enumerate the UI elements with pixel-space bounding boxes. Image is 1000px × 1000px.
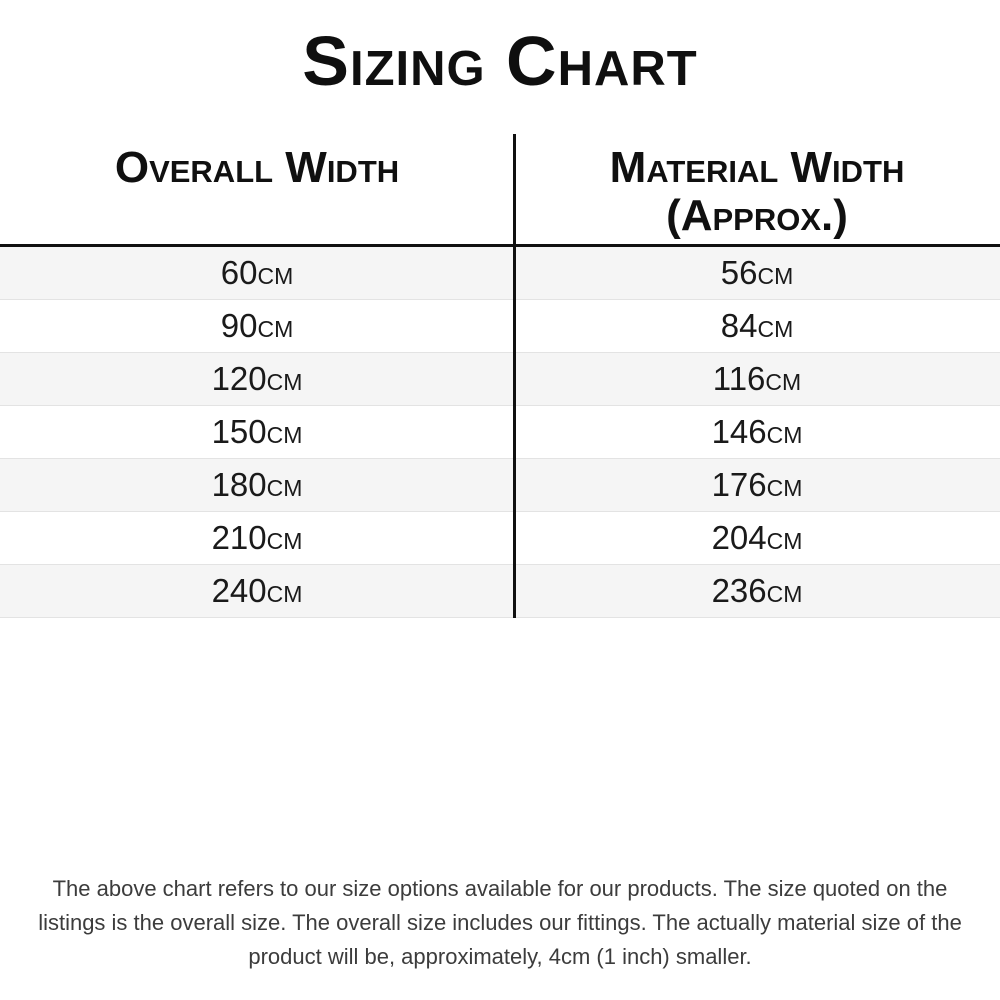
cell-material-width: 56cm [720, 254, 794, 291]
table-row [0, 406, 1000, 459]
cell-overall-width: 180cm [211, 466, 303, 503]
footnote-text: The above chart refers to our size options available for our products. The size quoted on the listings is the overall size. The overall size includes our fittings. The actually material size of the product will be, approximately, 4cm (1 inch) smaller. [38, 876, 962, 969]
sizing-table [0, 134, 1000, 618]
table-row [0, 353, 1000, 406]
cell-overall-width: 90cm [220, 307, 294, 344]
cell-material-width: 84cm [720, 307, 794, 344]
cell-material-width: 204cm [711, 519, 803, 556]
table-row [0, 247, 1000, 300]
cell-overall-width: 240cm [211, 572, 303, 609]
cell-overall-width: 210cm [211, 519, 303, 556]
cell-overall-width: 150cm [211, 413, 303, 450]
cell-material-width: 236cm [711, 572, 803, 609]
table-row [0, 565, 1000, 618]
header-material-width-label: Material Width [609, 143, 905, 192]
header-cell-material-width [514, 134, 1000, 244]
table-header-row [0, 134, 1000, 244]
cell-material-width: 176cm [711, 466, 803, 503]
footnote [0, 872, 1000, 974]
page-title: Sizing Chart [302, 22, 698, 100]
cell-material-width: 146cm [711, 413, 803, 450]
column-divider-line [513, 134, 516, 618]
table-row [0, 459, 1000, 512]
table-row [0, 512, 1000, 565]
header-cell-overall-width [0, 134, 514, 244]
table-row [0, 300, 1000, 353]
cell-overall-width: 120cm [211, 360, 303, 397]
header-overall-width-label: Overall Width [114, 143, 400, 192]
cell-overall-width: 60cm [220, 254, 294, 291]
header-material-width-sublabel: (Approx.) [666, 191, 848, 240]
cell-material-width: 116cm [712, 360, 802, 397]
